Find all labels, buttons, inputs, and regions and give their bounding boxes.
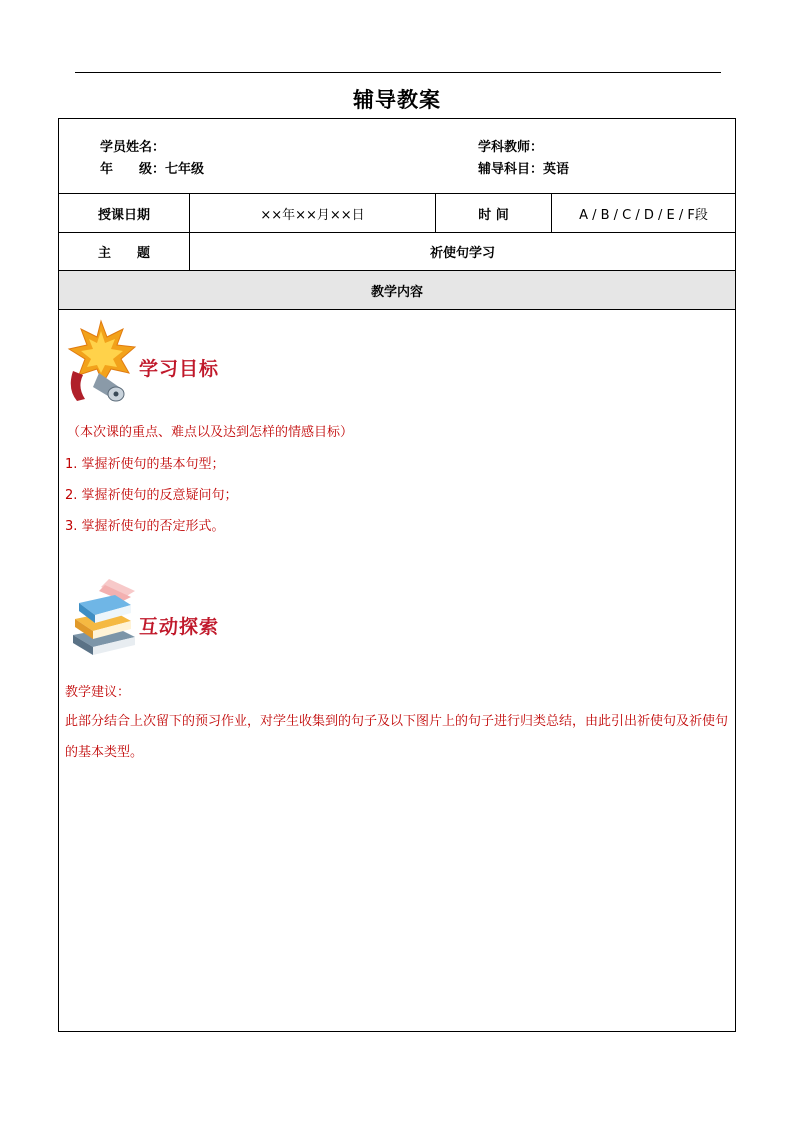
goal-item: 2. 掌握祈使句的反意疑问句； <box>65 488 238 503</box>
page-title: 辅导教案 <box>353 87 441 112</box>
schedule-row <box>59 194 735 233</box>
grade-field <box>100 158 204 177</box>
section-heading-goals: 学习目标 <box>139 358 220 380</box>
date-value: ××年××月××日 <box>190 194 436 232</box>
goal-item: 1. 掌握祈使句的基本句型； <box>65 457 225 472</box>
header-rule <box>75 72 721 73</box>
topic-label: 主 题 <box>59 233 190 270</box>
subject-field <box>478 158 569 177</box>
info-row <box>59 119 735 194</box>
time-value: A / B / C / D / E / F段 <box>579 207 708 223</box>
lesson-plan-table <box>58 118 736 1032</box>
teacher-label: 学科教师： <box>478 140 544 155</box>
maple-leaf-bell-icon <box>63 317 139 407</box>
time-label: 时 间 <box>436 194 552 232</box>
books-stack-icon <box>65 575 141 665</box>
content-header-row <box>59 271 735 310</box>
grade-label: 年 级： <box>100 162 166 177</box>
student-name-field <box>100 136 165 155</box>
teaching-suggestion-text: 此部分结合上次留下的预习作业，对学生收集到的句子及以下图片上的句子进行归类总结，由此引出祈使句及祈使句的基本类型。 <box>65 714 729 760</box>
topic-row <box>59 233 735 271</box>
grade-value: 七年级 <box>165 162 205 177</box>
goals-intro: （本次课的重点、难点以及达到怎样的情感目标） <box>67 425 354 440</box>
date-label: 授课日期 <box>59 194 190 232</box>
student-name-label: 学员姓名： <box>100 140 166 155</box>
subject-label: 辅导科目： <box>478 162 544 177</box>
teacher-field <box>478 136 543 155</box>
content-header: 教学内容 <box>370 284 423 300</box>
topic-value: 祈使句学习 <box>429 246 495 261</box>
subject-value: 英语 <box>543 162 570 177</box>
section-heading-explore: 互动探索 <box>139 616 220 638</box>
goal-item: 3. 掌握祈使句的否定形式。 <box>65 519 225 534</box>
teaching-suggestion-label: 教学建议： <box>65 685 131 700</box>
